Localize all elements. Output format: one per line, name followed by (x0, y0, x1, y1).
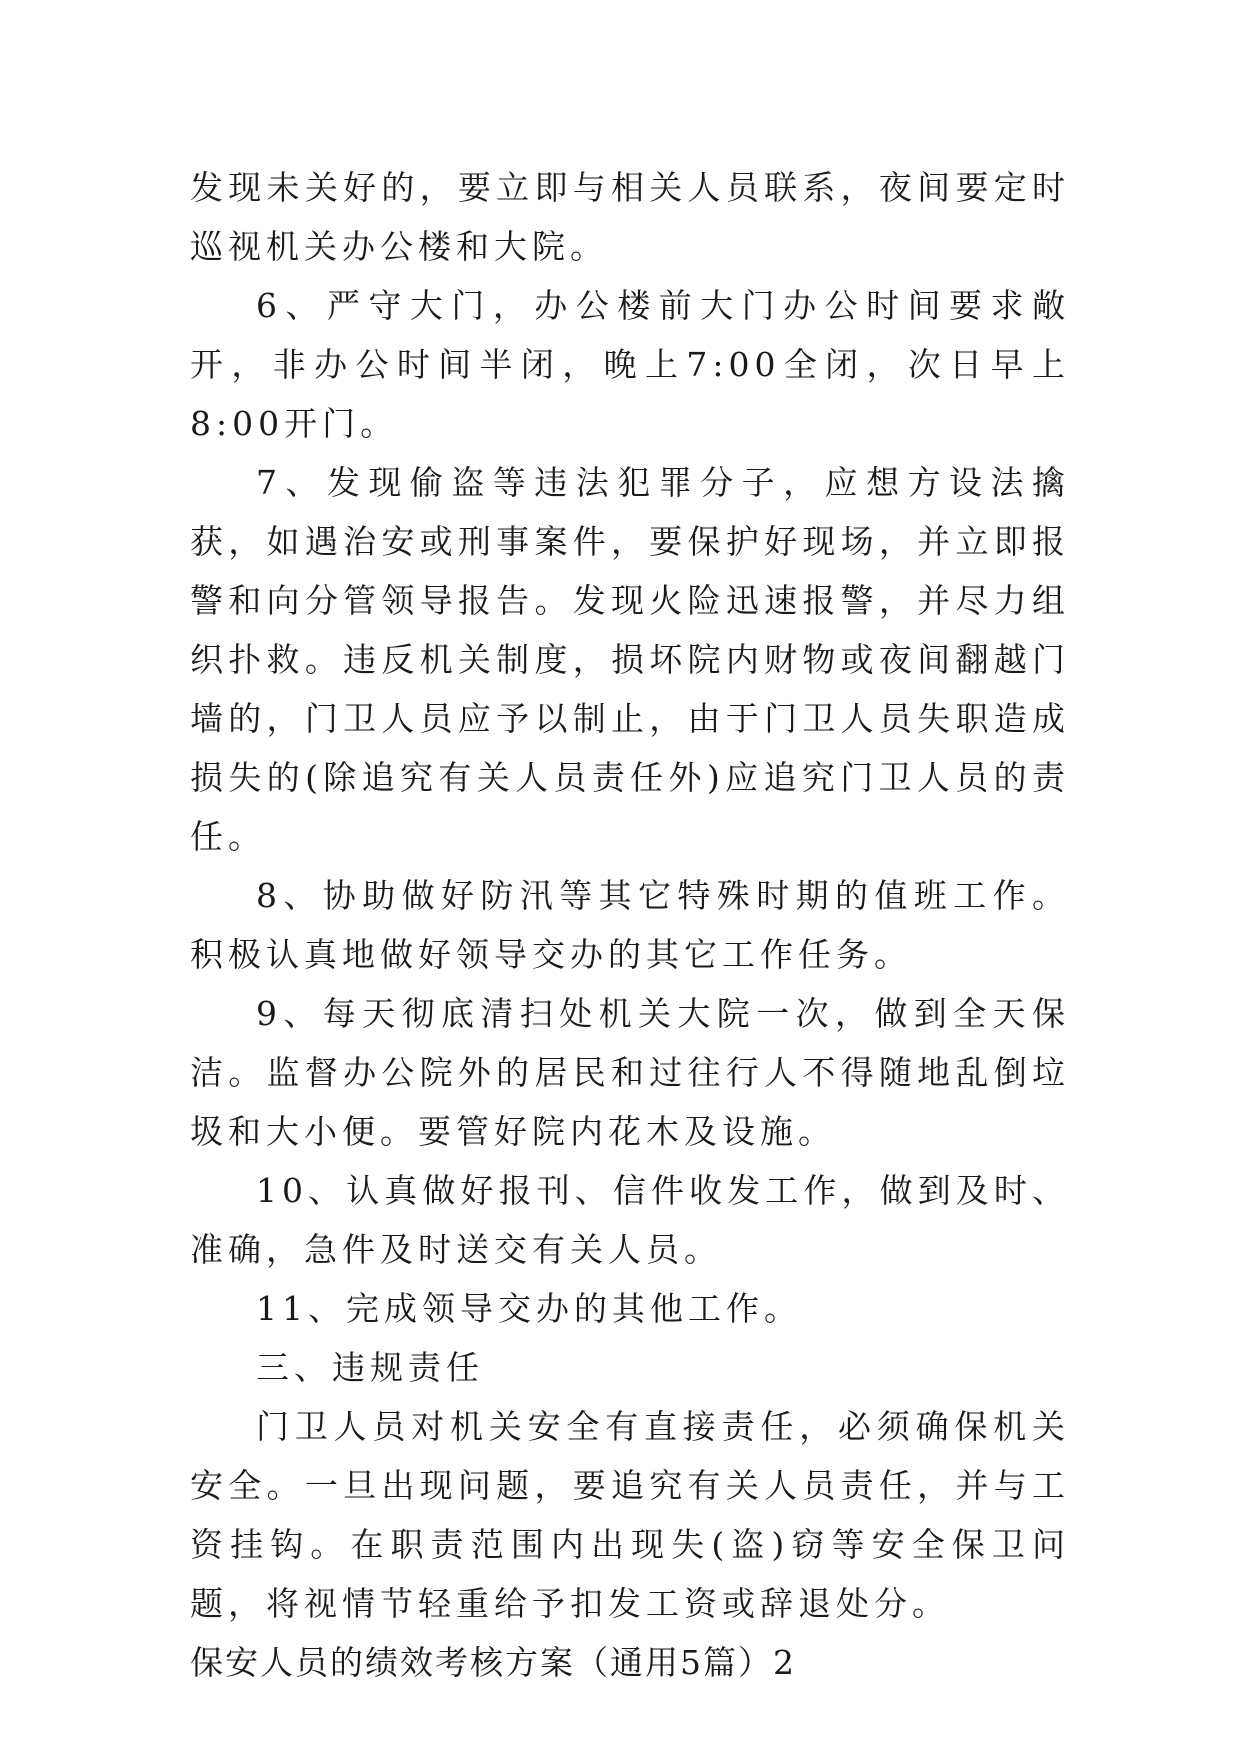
section-heading-violation-liability: 三、违规责任 (256, 1348, 484, 1387)
paragraph-item-7: 7、发现偷盗等违法犯罪分子，应想方设法擒获，如遇治安或刑事案件，要保护好现场，并立即报警和向分管领导报告。发现火险迅速报警，并尽力组织扑救。违反机关制度，损坏院内财物或夜间翻越门墙的，门卫人员应予以制止，由于门卫人员失职造成损失的(除追究有关人员责任外)应追究门卫人员的责任。 (190, 463, 1070, 856)
paragraph-item-10: 10、认真做好报刊、信件收发工作，做到及时、准确，急件及时送交有关人员。 (190, 1171, 1070, 1269)
document-body (190, 158, 1070, 1692)
paragraph-item-8: 8、协助做好防汛等其它特殊时期的值班工作。积极认真地做好领导交办的其它工作任务。 (190, 876, 1070, 974)
paragraph-item-6: 6、严守大门，办公楼前大门办公时间要求敞开，非办公时间半闭，晚上7:00全闭，次日早上8:00开门。 (190, 286, 1070, 443)
paragraph-continuation: 发现未关好的，要立即与相关人员联系，夜间要定时巡视机关办公楼和大院。 (190, 168, 1070, 266)
next-article-title: 保安人员的绩效考核方案（通用5篇）2 (190, 1643, 796, 1682)
paragraph-liability: 门卫人员对机关安全有直接责任，必须确保机关安全。一旦出现问题，要追究有关人员责任，并与工资挂钩。在职责范围内出现失(盗)窃等安全保卫问题，将视情节轻重给予扣发工资或辞退处分。 (190, 1407, 1070, 1623)
paragraph-item-9: 9、每天彻底清扫处机关大院一次，做到全天保洁。监督办公院外的居民和过往行人不得随地乱倒垃圾和大小便。要管好院内花木及设施。 (190, 994, 1070, 1151)
paragraph-item-11: 11、完成领导交办的其他工作。 (256, 1289, 802, 1328)
